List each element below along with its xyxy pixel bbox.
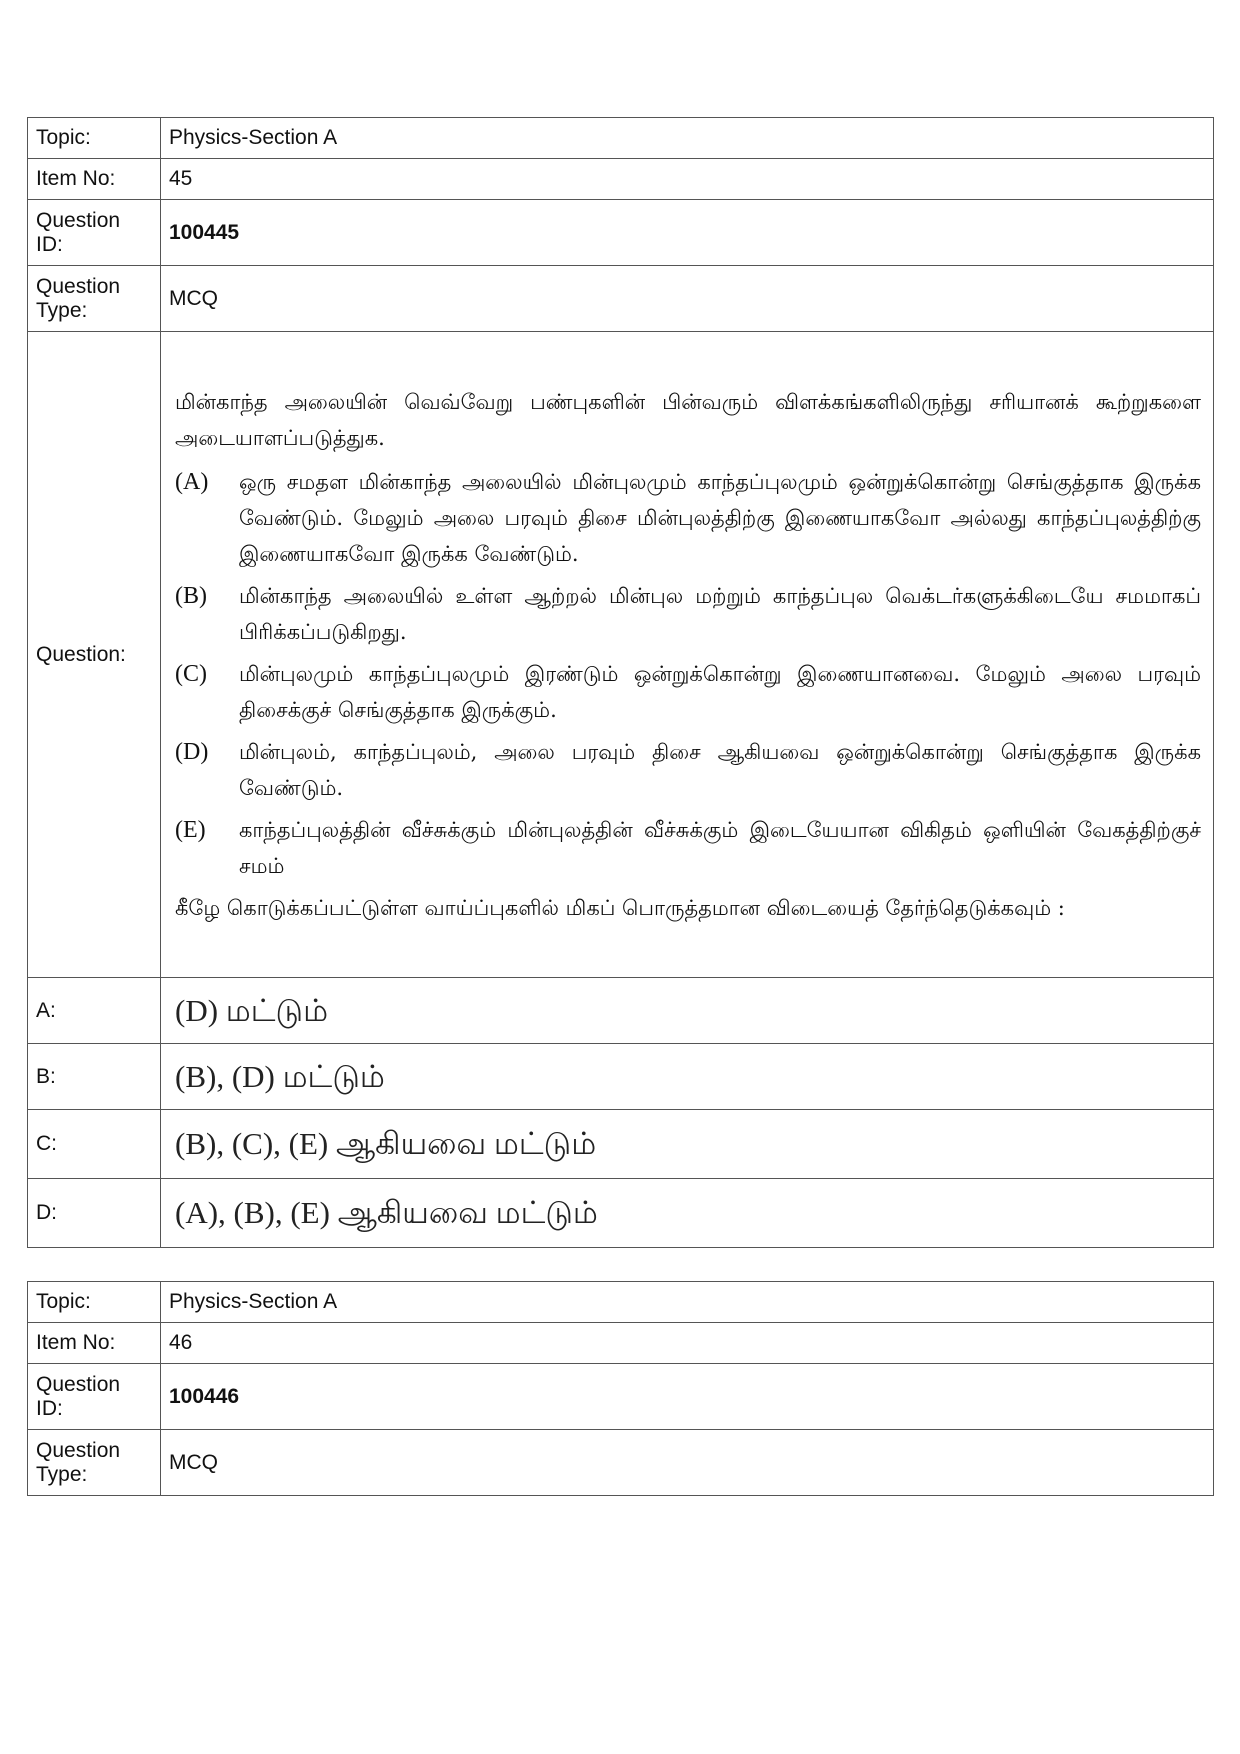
question-type-value: MCQ	[161, 1430, 1214, 1496]
option-row-c	[28, 1110, 1214, 1179]
option-text: (B), (C), (E) ஆகியவை மட்டும்	[161, 1110, 1214, 1179]
question-id-label: Question ID:	[28, 1364, 161, 1430]
question-row	[28, 332, 1214, 978]
question-id-value: 100445	[161, 200, 1214, 266]
option-label: C:	[28, 1110, 161, 1179]
question-type-row	[28, 1430, 1214, 1496]
question-body	[161, 332, 1214, 978]
statement-b	[175, 578, 1201, 650]
statement-text: காந்தப்புலத்தின் வீச்சுக்கும் மின்புலத்தின் வீச்சுக்கும் இடையேயான விகிதம் ஒளியின் வேகத்திற்குச் சமம்	[239, 817, 1201, 878]
question-id-label: Question ID:	[28, 200, 161, 266]
statement-text: ஒரு சமதள மின்காந்த அலையில் மின்புலமும் காந்தப்புலமும் ஒன்றுக்கொன்று செங்குத்தாக இருக்க வேண்டும். மேலும் அலை பரவும் திசை மின்புலத்திற்கு இணையாகவோ அல்லது காந்தப்புலத்திற்கு இணையாகவோ இருக்க வேண்டும்.	[239, 469, 1201, 566]
topic-label: Topic:	[28, 118, 161, 159]
question-id-value: 100446	[161, 1364, 1214, 1430]
item-label: Item No:	[28, 1323, 161, 1364]
statement-text: மின்புலமும் காந்தப்புலமும் இரண்டும் ஒன்றுக்கொன்று இணையானவை. மேலும் அலை பரவும் திசைக்குச் செங்குத்தாக இருக்கும்.	[239, 661, 1201, 722]
question-intro: மின்காந்த அலையின் வெவ்வேறு பண்புகளின் பின்வரும் விளக்கங்களிலிருந்து சரியானக் கூற்றுகளை அடையாளப்படுத்துக.	[175, 389, 1201, 450]
question-table-45	[27, 117, 1214, 1248]
option-label: A:	[28, 978, 161, 1044]
option-text: (D) மட்டும்	[161, 978, 1214, 1044]
statement-key: (C)	[175, 660, 207, 687]
option-row-d	[28, 1179, 1214, 1248]
topic-row	[28, 1282, 1214, 1323]
option-label: D:	[28, 1179, 161, 1248]
item-label: Item No:	[28, 159, 161, 200]
topic-label: Topic:	[28, 1282, 161, 1323]
item-value: 45	[161, 159, 1214, 200]
statement-key: (E)	[175, 816, 206, 843]
topic-row	[28, 118, 1214, 159]
statement-key: (D)	[175, 738, 209, 765]
question-type-row	[28, 266, 1214, 332]
question-type-label: Question Type:	[28, 1430, 161, 1496]
question-label: Question:	[28, 332, 161, 978]
option-text: (A), (B), (E) ஆகியவை மட்டும்	[161, 1179, 1214, 1248]
statement-text: மின்புலம், காந்தப்புலம், அலை பரவும் திசை ஆகியவை ஒன்றுக்கொன்று செங்குத்தாக இருக்க வேண்டும்.	[239, 739, 1201, 800]
question-id-row	[28, 200, 1214, 266]
item-row	[28, 159, 1214, 200]
statement-key: (B)	[175, 582, 207, 609]
statement-text: மின்காந்த அலையில் உள்ள ஆற்றல் மின்புல மற்றும் காந்தப்புல வெக்டர்களுக்கிடையே சமமாகப் பிரிக்கப்படுகிறது.	[239, 583, 1201, 644]
question-table-46	[27, 1281, 1214, 1496]
item-row	[28, 1323, 1214, 1364]
topic-value: Physics-Section A	[161, 1282, 1214, 1323]
statement-e	[175, 812, 1201, 884]
item-value: 46	[161, 1323, 1214, 1364]
question-type-label: Question Type:	[28, 266, 161, 332]
option-label: B:	[28, 1044, 161, 1110]
option-row-b	[28, 1044, 1214, 1110]
option-text: (B), (D) மட்டும்	[161, 1044, 1214, 1110]
statement-a	[175, 464, 1201, 572]
statement-c	[175, 656, 1201, 728]
option-row-a	[28, 978, 1214, 1044]
topic-value: Physics-Section A	[161, 118, 1214, 159]
question-type-value: MCQ	[161, 266, 1214, 332]
statement-key: (A)	[175, 468, 209, 495]
question-outro: கீழே கொடுக்கப்பட்டுள்ள வாய்ப்புகளில் மிகப் பொருத்தமான விடையைத் தேர்ந்தெடுக்கவும் :	[175, 895, 1065, 920]
statement-d	[175, 734, 1201, 806]
question-id-row	[28, 1364, 1214, 1430]
